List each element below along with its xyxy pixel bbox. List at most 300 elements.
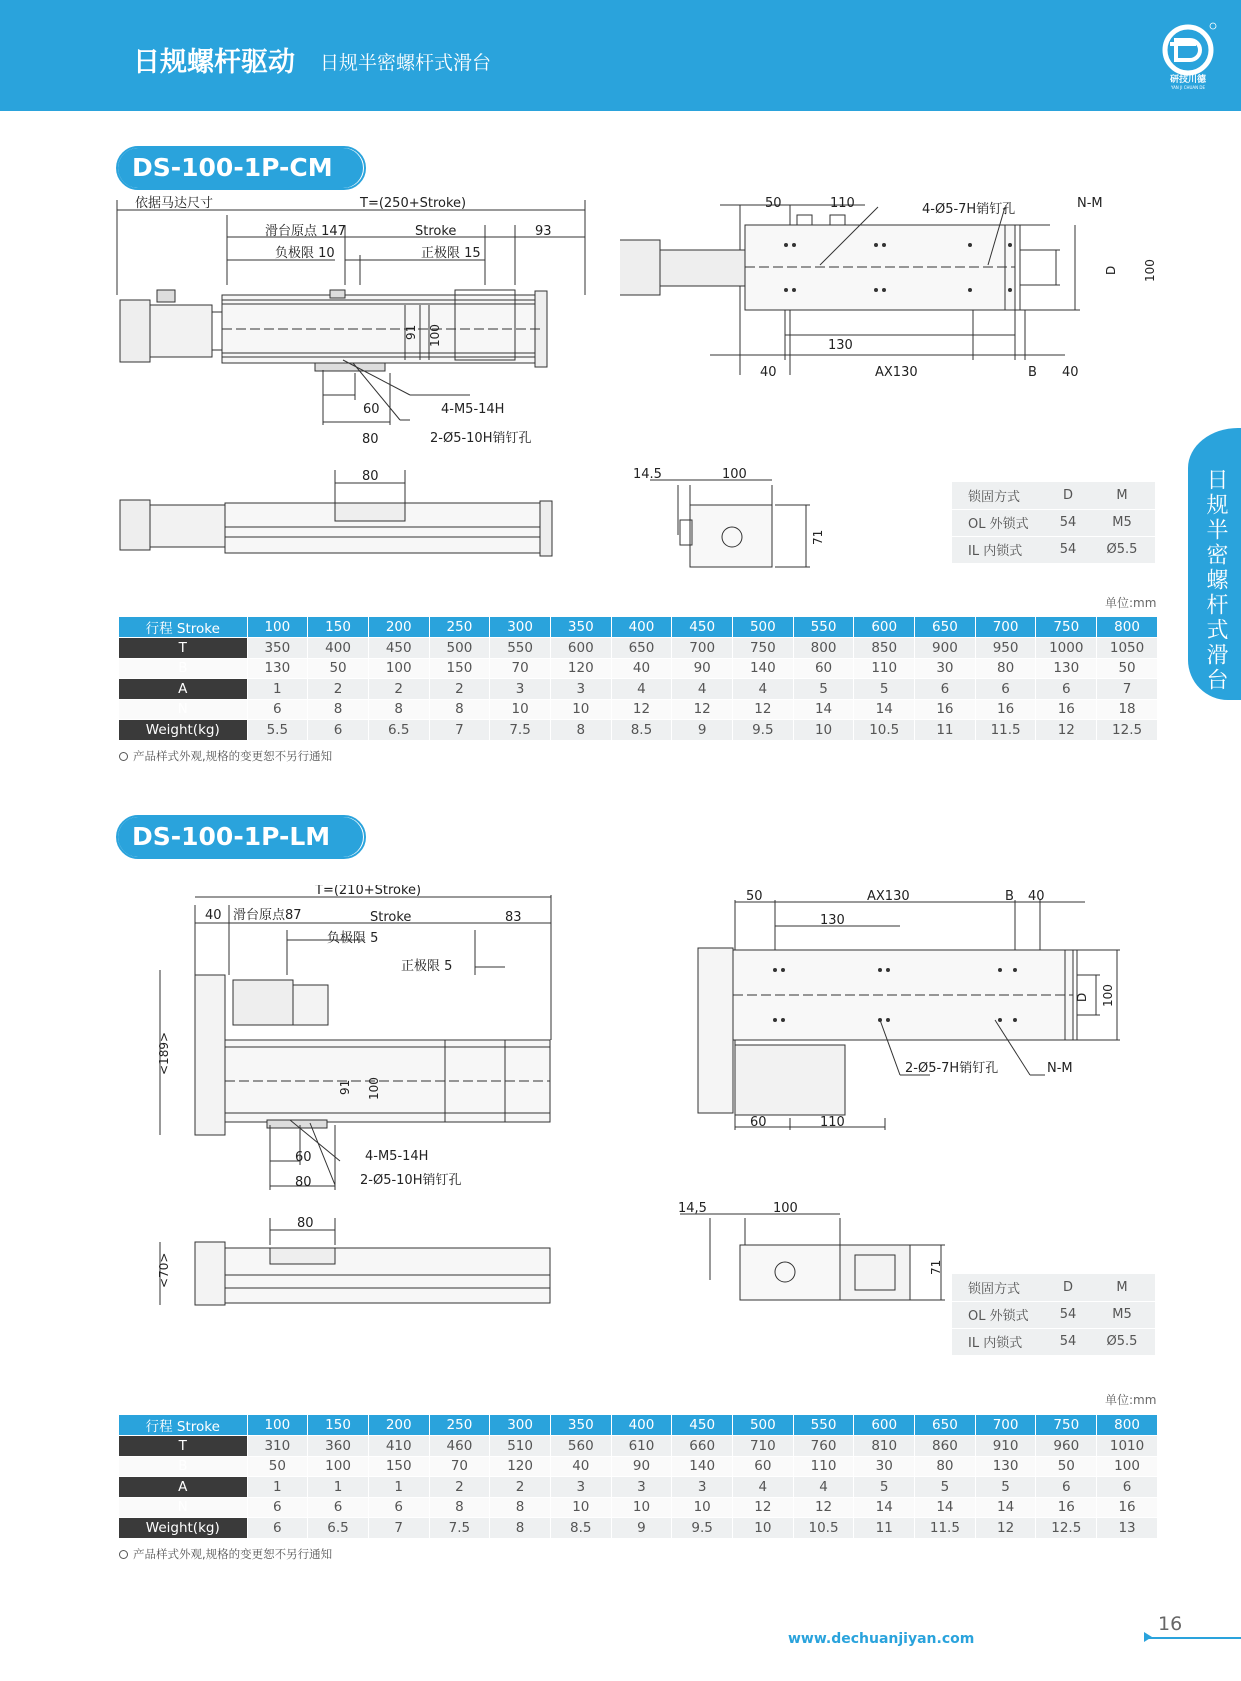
spec-cell: 700 — [672, 638, 733, 659]
lm-d80: 80 — [295, 1175, 312, 1190]
spec-row-label: Weight(kg) — [119, 720, 247, 741]
spec-cell: 7 — [429, 720, 490, 741]
spec-cell: 7.5 — [490, 720, 551, 741]
spec-cell: 10.5 — [854, 720, 915, 741]
lock-cell: 锁固方式 — [952, 1274, 1047, 1301]
spec-cell: 90 — [611, 1456, 672, 1477]
spec-cell: 4 — [793, 1477, 854, 1498]
spec-cell: 360 — [308, 1436, 369, 1457]
spec-cell: 9 — [611, 1518, 672, 1539]
spec-cell: 12 — [733, 699, 794, 720]
spec-row — [119, 720, 1158, 741]
spec-cell: 12.5 — [1097, 720, 1158, 741]
cm-top-130: 130 — [828, 338, 853, 353]
lock-cell: M5 — [1089, 1301, 1155, 1328]
lm-spec-table — [119, 1415, 1158, 1539]
spec-cell: 12 — [611, 699, 672, 720]
cm-top-d: D — [1104, 265, 1118, 275]
spec-cell: 16 — [975, 699, 1036, 720]
spec-cell: 7 — [368, 1518, 429, 1539]
spec-cell: 6 — [247, 1497, 308, 1518]
spec-cell: 4 — [611, 679, 672, 700]
lock-row — [952, 482, 1155, 509]
spec-cell: 18 — [1097, 699, 1158, 720]
cm-top-drawing — [620, 195, 1160, 385]
spec-cell: 8 — [550, 720, 611, 741]
lock-cell: M — [1089, 482, 1155, 509]
spec-cell: 110 — [854, 658, 915, 679]
lm-side-80: 80 — [297, 1216, 314, 1231]
spec-cell: 550 — [793, 617, 854, 638]
spec-cell: 700 — [975, 617, 1036, 638]
spec-cell: 200 — [368, 617, 429, 638]
spec-cell: 6 — [308, 720, 369, 741]
lm-d40: 40 — [205, 908, 222, 923]
lm-lock-table — [952, 1274, 1155, 1356]
lock-cell: Ø5.5 — [1089, 536, 1155, 563]
cm-unit: 单位:mm — [1105, 596, 1157, 610]
spec-cell: 40 — [550, 1456, 611, 1477]
lock-cell: D — [1047, 482, 1089, 509]
lock-cell: OL 外锁式 — [952, 1301, 1047, 1328]
spec-cell: 100 — [247, 1415, 308, 1436]
lock-cell: 锁固方式 — [952, 482, 1047, 509]
model-title-cm: DS-100-1P-CM — [118, 148, 363, 188]
spec-cell: 4 — [733, 679, 794, 700]
spec-cell: 10 — [611, 1497, 672, 1518]
cm-side-drawing — [115, 465, 595, 575]
spec-cell: 410 — [368, 1436, 429, 1457]
spec-row — [119, 1477, 1158, 1498]
spec-cell: 10 — [672, 1497, 733, 1518]
lock-cell: 54 — [1047, 509, 1089, 536]
spec-cell: 750 — [1036, 617, 1097, 638]
spec-cell: 30 — [854, 1456, 915, 1477]
spec-cell: 3 — [490, 679, 551, 700]
spec-cell: 10 — [550, 1497, 611, 1518]
spec-row-label: A — [119, 1477, 247, 1498]
spec-cell: 130 — [1036, 658, 1097, 679]
note-bullet-icon — [119, 1550, 128, 1559]
spec-cell: 860 — [915, 1436, 976, 1457]
spec-cell: 6 — [915, 679, 976, 700]
spec-cell: 5.5 — [247, 720, 308, 741]
spec-cell: 800 — [1097, 617, 1158, 638]
spec-cell: 550 — [793, 1415, 854, 1436]
spec-cell: 600 — [550, 638, 611, 659]
spec-cell: 80 — [975, 658, 1036, 679]
model-title-lm: DS-100-1P-LM — [118, 817, 363, 857]
lock-cell: 54 — [1047, 1328, 1089, 1355]
spec-cell: 14 — [854, 1497, 915, 1518]
spec-cell: 16 — [1097, 1497, 1158, 1518]
spec-cell: 8 — [490, 1497, 551, 1518]
spec-cell: 6 — [1036, 679, 1097, 700]
lm-origin: 滑台原点87 — [233, 908, 302, 923]
cm-end-100: 100 — [722, 467, 747, 482]
cm-top-100: 100 — [1143, 259, 1157, 282]
spec-cell: 2 — [490, 1477, 551, 1498]
spec-cell: 200 — [368, 1415, 429, 1436]
spec-cell: 10 — [550, 699, 611, 720]
cm-note-text: 产品样式外观,规格的变更恕不另行通知 — [133, 749, 333, 763]
lock-cell: M — [1089, 1274, 1155, 1301]
spec-cell: 310 — [247, 1436, 308, 1457]
spec-cell: 140 — [733, 658, 794, 679]
lm-top-130: 130 — [820, 913, 845, 928]
spec-cell: 9.5 — [672, 1518, 733, 1539]
spec-cell: 650 — [611, 638, 672, 659]
spec-cell: 910 — [975, 1436, 1036, 1457]
spec-cell: 12 — [975, 1518, 1036, 1539]
spec-cell: 300 — [490, 1415, 551, 1436]
spec-cell: 60 — [793, 658, 854, 679]
spec-row-label: N — [119, 1497, 247, 1518]
spec-cell: 460 — [429, 1436, 490, 1457]
cm-total-length: T=(250+Stroke) — [360, 196, 467, 211]
spec-row — [119, 699, 1158, 720]
page-number: 16 — [1158, 1613, 1183, 1635]
spec-cell: 850 — [854, 638, 915, 659]
cm-front-drawing — [115, 195, 595, 460]
spec-cell: 800 — [1097, 1415, 1158, 1436]
spec-cell: 16 — [1036, 1497, 1097, 1518]
spec-cell: 3 — [672, 1477, 733, 1498]
spec-cell: 450 — [672, 1415, 733, 1436]
lm-unit: 单位:mm — [1105, 1393, 1157, 1407]
cm-motor-size: 依据马达尺寸 — [135, 196, 214, 211]
lm-front-drawing — [155, 885, 575, 1195]
spec-cell: 900 — [915, 638, 976, 659]
spec-cell: 4 — [672, 679, 733, 700]
lm-end-drawing — [675, 1200, 955, 1320]
cm-end-drawing — [630, 465, 830, 580]
spec-cell: 60 — [733, 1456, 794, 1477]
page-divider — [1146, 1637, 1241, 1639]
lm-end-145: 14,5 — [678, 1201, 707, 1216]
spec-cell: 560 — [550, 1436, 611, 1457]
spec-cell: 6 — [247, 699, 308, 720]
spec-cell: 3 — [611, 1477, 672, 1498]
spec-cell: 600 — [854, 1415, 915, 1436]
spec-cell: 90 — [672, 658, 733, 679]
cm-pin: 2-Ø5-10H销钉孔 — [430, 431, 532, 446]
spec-cell: 350 — [550, 1415, 611, 1436]
cm-top-40a: 40 — [760, 365, 777, 380]
spec-cell: 2 — [308, 679, 369, 700]
spec-cell: 800 — [793, 638, 854, 659]
cm-top-pin: 4-Ø5-7H销钉孔 — [922, 202, 1016, 217]
spec-cell: 9 — [672, 720, 733, 741]
spec-cell: 5 — [915, 1477, 976, 1498]
spec-cell: 13 — [1097, 1518, 1158, 1539]
spec-cell: 750 — [733, 638, 794, 659]
lm-top-pin: 2-Ø5-7H销钉孔 — [905, 1061, 999, 1076]
spec-cell: 150 — [308, 617, 369, 638]
spec-row — [119, 638, 1158, 659]
spec-cell: 14 — [975, 1497, 1036, 1518]
spec-cell: 8 — [490, 1518, 551, 1539]
spec-cell: 710 — [733, 1436, 794, 1457]
spec-row — [119, 617, 1158, 638]
spec-cell: 7.5 — [429, 1518, 490, 1539]
spec-cell: 2 — [368, 679, 429, 700]
spec-cell: 100 — [368, 658, 429, 679]
spec-cell: 6 — [308, 1497, 369, 1518]
cm-note — [119, 748, 332, 764]
lm-top-nm: N-M — [1047, 1061, 1073, 1076]
cm-d80: 80 — [362, 432, 379, 447]
lm-top-ax: AX130 — [867, 890, 910, 904]
lm-end: 83 — [505, 910, 522, 925]
spec-cell: 1 — [247, 1477, 308, 1498]
spec-cell: 3 — [550, 1477, 611, 1498]
spec-cell: 16 — [1036, 699, 1097, 720]
spec-cell: 6 — [1097, 1477, 1158, 1498]
cm-pos-limit: 正极限 15 — [421, 246, 481, 261]
spec-cell: 12 — [793, 1497, 854, 1518]
spec-cell: 5 — [975, 1477, 1036, 1498]
spec-row-label: 行程 Stroke — [119, 1415, 247, 1436]
lm-top-110: 110 — [820, 1115, 845, 1130]
page-header — [0, 0, 1241, 111]
spec-row — [119, 679, 1158, 700]
side-tab-label: 日规半密螺杆式滑台 — [1203, 468, 1228, 693]
spec-cell: 1 — [308, 1477, 369, 1498]
spec-cell: 6 — [975, 679, 1036, 700]
cm-h100: 100 — [428, 324, 442, 347]
spec-cell: 11.5 — [975, 720, 1036, 741]
spec-row-label: T — [119, 1436, 247, 1457]
spec-cell: 50 — [308, 658, 369, 679]
brand-name: 研技川德 — [1169, 75, 1207, 85]
spec-cell: 14 — [915, 1497, 976, 1518]
spec-cell: 12 — [672, 699, 733, 720]
spec-cell: 300 — [490, 617, 551, 638]
footer-url[interactable]: www.dechuanjiyan.com — [788, 1631, 975, 1647]
cm-end-145: 14.5 — [633, 467, 662, 482]
spec-cell: 8 — [429, 699, 490, 720]
spec-cell: 1000 — [1036, 638, 1097, 659]
cm-stroke: Stroke — [415, 224, 457, 239]
spec-cell: 9.5 — [733, 720, 794, 741]
cm-top-50: 50 — [765, 196, 782, 211]
spec-cell: 350 — [247, 638, 308, 659]
lm-side-drawing — [155, 1210, 575, 1320]
spec-cell: 100 — [1097, 1456, 1158, 1477]
spec-row-label: B — [119, 658, 247, 679]
spec-cell: 400 — [611, 1415, 672, 1436]
spec-cell: 400 — [308, 638, 369, 659]
spec-cell: 6.5 — [368, 720, 429, 741]
lock-row — [952, 1328, 1155, 1355]
lock-cell: 54 — [1047, 536, 1089, 563]
cm-lock-table — [952, 482, 1155, 564]
spec-cell: 10.5 — [793, 1518, 854, 1539]
lock-cell: OL 外锁式 — [952, 509, 1047, 536]
spec-cell: 6 — [247, 1518, 308, 1539]
spec-row-label: N — [119, 699, 247, 720]
cm-top-110: 110 — [830, 196, 855, 211]
spec-cell: 8.5 — [611, 720, 672, 741]
cm-h91: 91 — [404, 324, 418, 340]
spec-cell: 100 — [308, 1456, 369, 1477]
spec-cell: 50 — [1097, 658, 1158, 679]
spec-row — [119, 658, 1158, 679]
lm-top-d: D — [1075, 992, 1089, 1002]
cm-top-b: B — [1028, 365, 1037, 380]
spec-cell: 110 — [793, 1456, 854, 1477]
spec-cell: 7 — [1097, 679, 1158, 700]
spec-cell: 6 — [368, 1497, 429, 1518]
lm-pin: 2-Ø5-10H销钉孔 — [360, 1173, 462, 1188]
spec-cell: 10 — [490, 699, 551, 720]
spec-cell: 70 — [429, 1456, 490, 1477]
spec-cell: 1010 — [1097, 1436, 1158, 1457]
spec-cell: 1 — [247, 679, 308, 700]
spec-cell: 16 — [915, 699, 976, 720]
spec-cell: 130 — [975, 1456, 1036, 1477]
spec-row — [119, 1497, 1158, 1518]
spec-cell: 5 — [854, 1477, 915, 1498]
lm-pos-limit: 正极限 5 — [401, 959, 453, 974]
spec-cell: 450 — [672, 617, 733, 638]
spec-cell: 120 — [550, 658, 611, 679]
spec-cell: 8 — [308, 699, 369, 720]
cm-end: 93 — [535, 224, 552, 239]
lm-top-50: 50 — [746, 890, 763, 904]
spec-cell: 700 — [975, 1415, 1036, 1436]
brand-en: YAN JI CHUAN DE — [1170, 85, 1206, 90]
spec-row-label: A — [119, 679, 247, 700]
spec-cell: 40 — [611, 658, 672, 679]
spec-cell: 150 — [308, 1415, 369, 1436]
cm-origin: 滑台原点 147 — [265, 224, 346, 239]
cm-neg-limit: 负极限 10 — [275, 246, 335, 261]
spec-cell: 8 — [429, 1497, 490, 1518]
lm-top-60: 60 — [750, 1115, 767, 1130]
header-subtitle: 日规半密螺杆式滑台 — [320, 52, 492, 74]
lock-cell: IL 内锁式 — [952, 1328, 1047, 1355]
cm-end-71: 71 — [811, 529, 825, 545]
spec-cell: 650 — [915, 617, 976, 638]
lm-h100: 100 — [367, 1077, 381, 1100]
spec-cell: 130 — [247, 658, 308, 679]
spec-cell: 3 — [550, 679, 611, 700]
lm-note-text: 产品样式外观,规格的变更恕不另行通知 — [133, 1547, 333, 1561]
lock-row — [952, 536, 1155, 563]
lock-row — [952, 1274, 1155, 1301]
spec-cell: 12 — [1036, 720, 1097, 741]
spec-cell: 70 — [490, 658, 551, 679]
spec-cell: 14 — [793, 699, 854, 720]
lock-cell: IL 内锁式 — [952, 536, 1047, 563]
spec-cell: 350 — [550, 617, 611, 638]
lm-tap: 4-M5-14H — [365, 1149, 429, 1164]
spec-cell: 12.5 — [1036, 1518, 1097, 1539]
lock-cell: 54 — [1047, 1301, 1089, 1328]
spec-cell: 140 — [672, 1456, 733, 1477]
cm-d60: 60 — [363, 402, 380, 417]
lm-top-b: B — [1005, 890, 1014, 904]
lm-top-40: 40 — [1028, 890, 1045, 904]
cm-tap: 4-M5-14H — [441, 402, 505, 417]
spec-cell: 510 — [490, 1436, 551, 1457]
cm-spec-table — [119, 617, 1158, 741]
spec-cell: 550 — [490, 638, 551, 659]
spec-cell: 950 — [975, 638, 1036, 659]
header-title: 日规螺杆驱动 — [133, 47, 295, 78]
lm-h189: <189> — [157, 1031, 171, 1075]
lm-top-drawing — [690, 890, 1130, 1140]
spec-cell: 150 — [368, 1456, 429, 1477]
lm-note — [119, 1546, 332, 1562]
spec-row — [119, 1456, 1158, 1477]
spec-cell: 8 — [368, 699, 429, 720]
cm-top-ax: AX130 — [875, 365, 918, 380]
spec-row-label: T — [119, 638, 247, 659]
spec-cell: 12 — [733, 1497, 794, 1518]
brand-logo — [1156, 20, 1226, 90]
spec-cell: 100 — [247, 617, 308, 638]
lock-cell: Ø5.5 — [1089, 1328, 1155, 1355]
spec-cell: 6 — [1036, 1477, 1097, 1498]
spec-row — [119, 1415, 1158, 1436]
spec-cell: 400 — [611, 617, 672, 638]
lm-d60: 60 — [295, 1150, 312, 1165]
spec-cell: 250 — [429, 617, 490, 638]
spec-cell: 250 — [429, 1415, 490, 1436]
lm-h70: <70> — [157, 1252, 171, 1288]
spec-cell: 50 — [1036, 1456, 1097, 1477]
lock-cell: D — [1047, 1274, 1089, 1301]
spec-cell: 500 — [429, 638, 490, 659]
lock-row — [952, 509, 1155, 536]
spec-cell: 6.5 — [308, 1518, 369, 1539]
spec-cell: 120 — [490, 1456, 551, 1477]
lm-total-length: T=(210+Stroke) — [315, 885, 422, 898]
lm-stroke: Stroke — [370, 910, 412, 925]
spec-cell: 960 — [1036, 1436, 1097, 1457]
spec-cell: 760 — [793, 1436, 854, 1457]
spec-cell: 8.5 — [550, 1518, 611, 1539]
lock-row — [952, 1301, 1155, 1328]
spec-cell: 5 — [793, 679, 854, 700]
spec-row-label: B — [119, 1456, 247, 1477]
note-bullet-icon — [119, 752, 128, 761]
lm-end-71: 71 — [929, 1259, 943, 1275]
spec-cell: 600 — [854, 617, 915, 638]
spec-cell: 14 — [854, 699, 915, 720]
lock-cell: M5 — [1089, 509, 1155, 536]
spec-cell: 650 — [915, 1415, 976, 1436]
spec-cell: 810 — [854, 1436, 915, 1457]
spec-cell: 11 — [854, 1518, 915, 1539]
spec-cell: 50 — [247, 1456, 308, 1477]
spec-cell: 11.5 — [915, 1518, 976, 1539]
cm-side-80: 80 — [362, 469, 379, 484]
lm-top-100: 100 — [1101, 984, 1115, 1007]
spec-cell: 2 — [429, 1477, 490, 1498]
lm-end-100: 100 — [773, 1201, 798, 1216]
lm-neg-limit: 负极限 5 — [327, 931, 379, 946]
cm-top-40b: 40 — [1062, 365, 1079, 380]
spec-cell: 11 — [915, 720, 976, 741]
spec-cell: 150 — [429, 658, 490, 679]
spec-cell: 80 — [915, 1456, 976, 1477]
lm-h91: 91 — [338, 1079, 352, 1095]
spec-cell: 750 — [1036, 1415, 1097, 1436]
